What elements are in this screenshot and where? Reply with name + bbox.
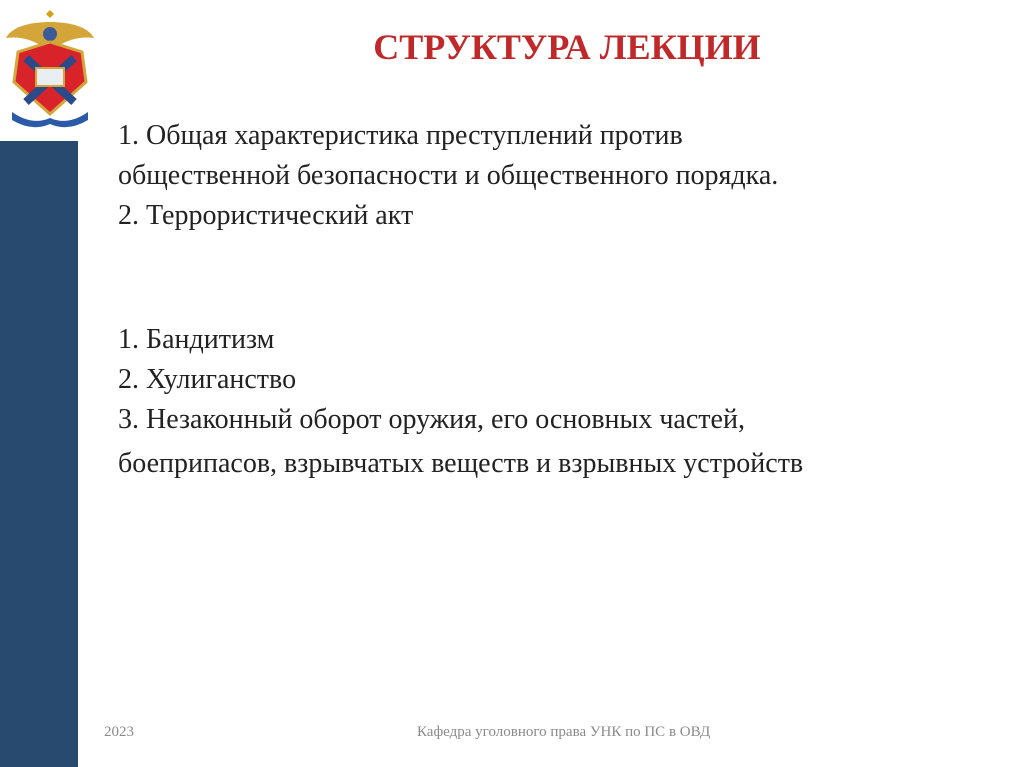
slide-title: СТРУКТУРА ЛЕКЦИИ [373, 27, 761, 67]
footer-year: 2023 [104, 724, 134, 740]
text-line: общественной безопасности и общественного порядка. [118, 160, 779, 191]
text-line: 1. Общая характеристика преступлений против [118, 120, 683, 151]
text-line: боеприпасов, взрывчатых веществ и взрывных устройств [118, 448, 804, 479]
text-line: 1. Бандитизм [118, 324, 275, 355]
text-line: 2. Террористический акт [118, 200, 414, 231]
sidebar-bar [0, 141, 78, 767]
footer-department: Кафедра уголовного права УНК по ПС в ОВД [417, 724, 711, 740]
text-line: 2. Хулиганство [118, 364, 297, 395]
text-line: 3. Незаконный оборот оружия, его основных частей, [118, 404, 745, 435]
